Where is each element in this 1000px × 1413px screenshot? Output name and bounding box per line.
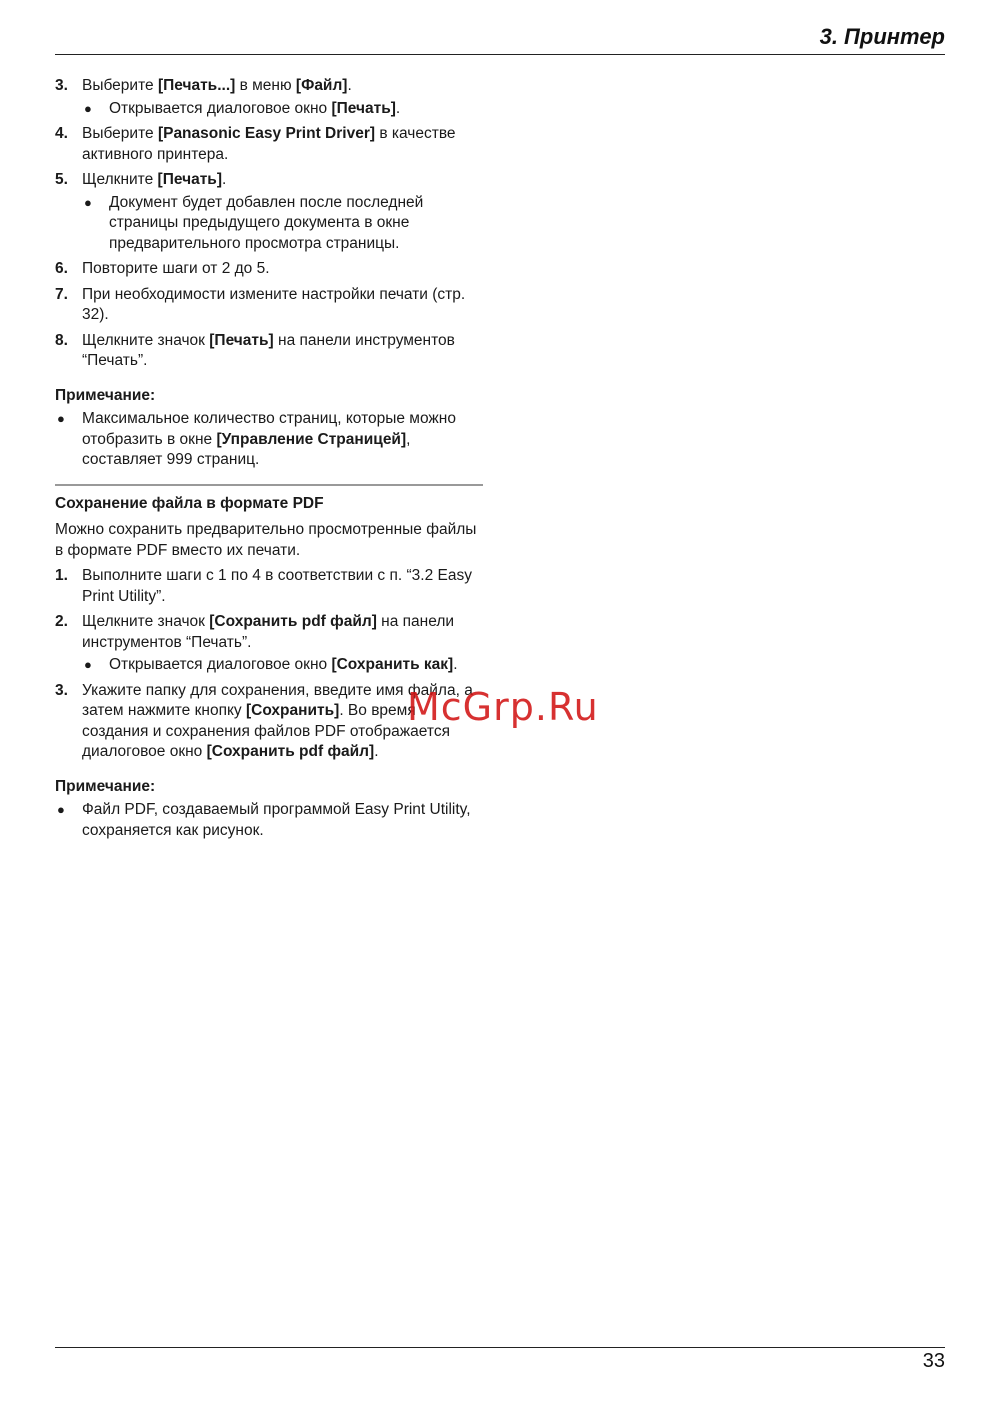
note-heading: Примечание: xyxy=(55,777,156,795)
step-number: 2. xyxy=(55,613,68,630)
step-number: 6. xyxy=(55,260,68,277)
step-3-bullet: ● Открывается диалоговое окно [Печать]. xyxy=(82,99,485,120)
section-intro: Можно сохранить предварительно просмотренные файлы в формате PDF вместо их печати. xyxy=(55,521,477,559)
step-6: 6. Повторите шаги от 2 до 5. xyxy=(55,259,485,280)
step-8: 8. Щелкните значок [Печать] на панели инструментов “Печать”. xyxy=(55,331,455,369)
pdf-step-2: 2. Щелкните значок [Сохранить pdf файл] на панели инструментов “Печать”. ● Открывается диалоговое окно [Сохранить как]. xyxy=(55,612,485,676)
bullet-icon: ● xyxy=(84,100,92,116)
ui-label: [Сохранить pdf файл] xyxy=(206,743,375,760)
ui-label: [Сохранить] xyxy=(245,702,340,719)
note-heading: Примечание: xyxy=(55,386,156,404)
section-divider xyxy=(55,484,483,486)
step-number: 4. xyxy=(55,125,68,142)
step-number: 1. xyxy=(55,567,68,584)
step-number: 5. xyxy=(55,171,68,188)
step-7: 7. При необходимости измените настройки печати (стр. 32). xyxy=(55,285,466,323)
bullet-icon: ● xyxy=(84,657,92,672)
step-4: 4. Выберите [Panasonic Easy Print Driver] в качестве активного принтера. xyxy=(55,125,456,163)
bullet-icon: ● xyxy=(57,411,65,426)
chapter-title: 3. Принтер xyxy=(819,24,945,49)
note-bullet: ● Максимальное количество страниц, которые можно отобразить в окне [Управление Страницей], составляет 999 страниц. xyxy=(57,410,456,468)
pdf-step-3: 3. Укажите папку для сохранения, введите имя файла, а затем нажмите кнопку [Сохранить]. Во время создания и сохранения файлов PDF отображается диалоговое окно [Сохранить pdf файл]. xyxy=(55,681,473,760)
page-number: 33 xyxy=(922,1350,945,1372)
ui-label: [Печать...] xyxy=(157,77,236,94)
footer-divider xyxy=(55,1347,945,1348)
pdf-step-1: 1. Выполните шаги с 1 по 4 в соответствии с п. “3.2 Easy Print Utility”. xyxy=(55,567,472,605)
ui-label: [Сохранить как] xyxy=(331,656,454,673)
ui-label: [Panasonic Easy Print Driver] xyxy=(157,125,376,142)
header-divider xyxy=(55,54,945,55)
pdf-step-2-bullet: ● Открывается диалоговое окно [Сохранить как]. xyxy=(82,655,485,676)
watermark: McGrp.Ru xyxy=(407,685,599,729)
step-5: 5. Щелкните [Печать]. ● Документ будет добавлен после последней страницы предыдущего документа в окне предварительного просмотра страницы. xyxy=(55,170,485,254)
ui-label: [Печать] xyxy=(209,331,274,349)
section-heading: Сохранение файла в формате PDF xyxy=(55,494,324,512)
ui-label: [Печать] xyxy=(331,99,396,117)
bullet-icon: ● xyxy=(57,802,65,817)
note-bullet: ● Файл PDF, создаваемый программой Easy Print Utility, сохраняется как рисунок. xyxy=(57,801,471,839)
step-number: 8. xyxy=(55,331,68,349)
step-5-bullet: ● Документ будет добавлен после последней страницы предыдущего документа в окне предварительного просмотра страницы. xyxy=(84,193,424,252)
ui-label: [Сохранить pdf файл] xyxy=(209,613,377,630)
step-number: 3. xyxy=(55,681,68,699)
step-number: 3. xyxy=(55,77,68,94)
bullet-icon: ● xyxy=(84,194,92,210)
step-3: 3. Выберите [Печать...] в меню [Файл]. ● Открывается диалоговое окно [Печать]. xyxy=(55,76,485,119)
ui-label: [Файл] xyxy=(295,77,348,94)
ui-label: [Управление Страницей] xyxy=(216,430,407,448)
step-number: 7. xyxy=(55,285,68,303)
ui-label: [Печать] xyxy=(157,171,222,188)
